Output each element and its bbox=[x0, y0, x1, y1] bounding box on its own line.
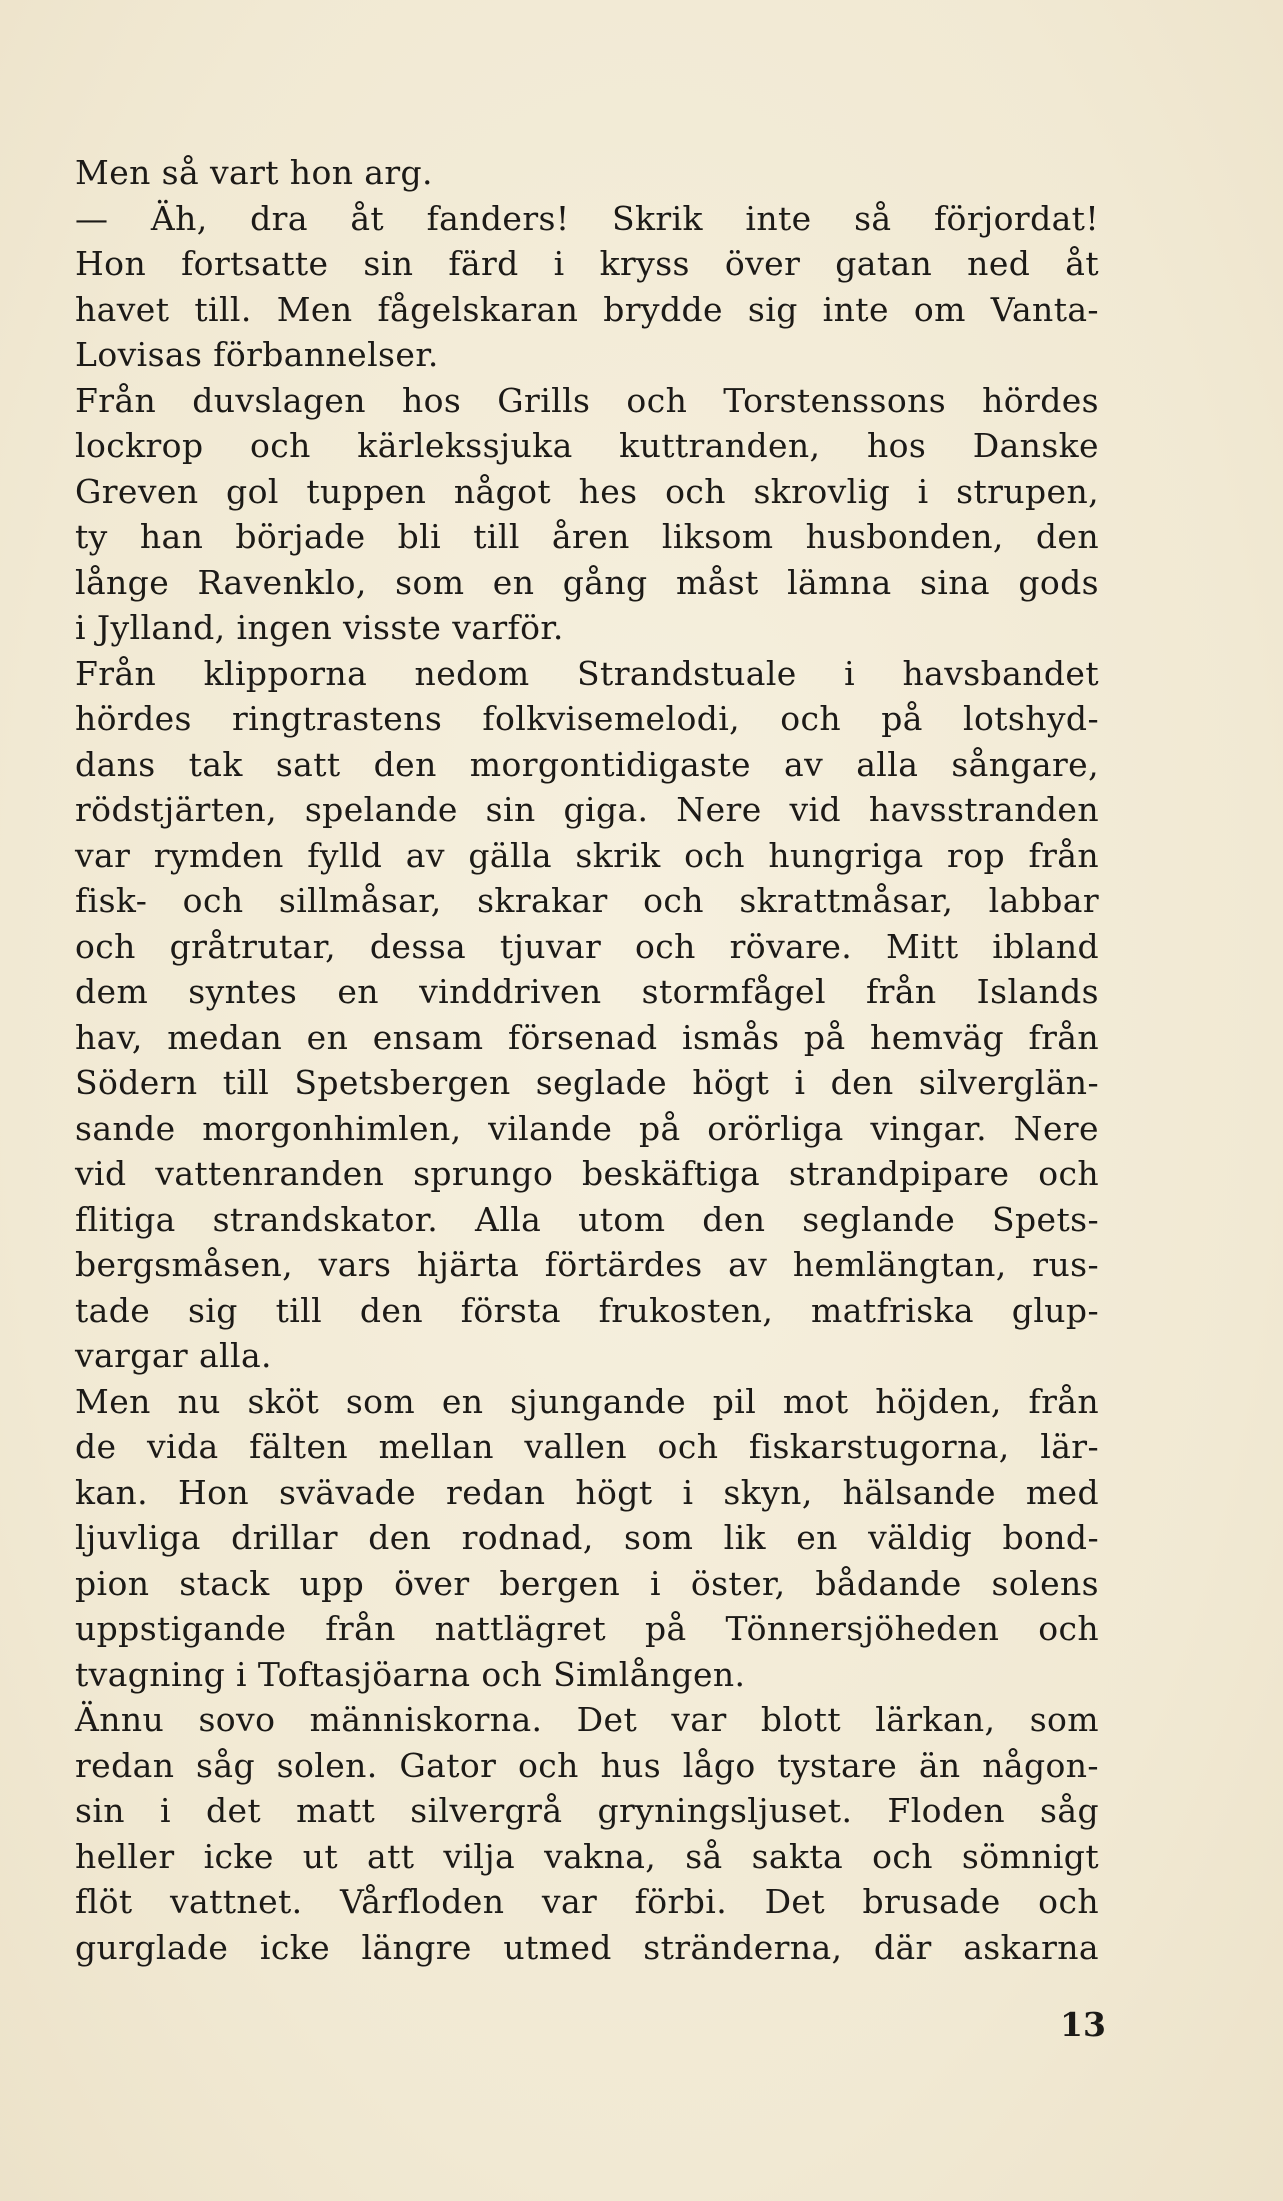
text-line: bergsmåsen, vars hjärta förtärdes av hemlängtan, rus- bbox=[75, 1245, 1099, 1284]
text-line: flitiga strandskator. Alla utom den seglande Spets- bbox=[75, 1199, 1099, 1239]
text-line: Men nu sköt som en sjungande pil mot höjden, från bbox=[75, 1381, 1099, 1421]
text-line: vid vattenranden sprungo beskäftiga strandpipare och bbox=[75, 1154, 1099, 1193]
text-line: sin i det matt silvergrå gryningsljuset. Floden såg bbox=[75, 1791, 1099, 1830]
text-line: dans tak satt den morgontidigaste av alla sångare, bbox=[75, 744, 1099, 784]
text-line: hördes ringtrastens folkvisemelodi, och på lotshyd- bbox=[75, 699, 1099, 738]
text-line: heller icke ut att vilja vakna, så sakta och sömnigt bbox=[75, 1836, 1099, 1876]
text-line: uppstigande från nattlägret på Tönnersjöheden och bbox=[75, 1609, 1099, 1648]
text-line: hav, medan en ensam försenad ismås på hemväg från bbox=[75, 1017, 1099, 1057]
text-line: och gråtrutar, dessa tjuvar och rövare. Mitt ibland bbox=[75, 926, 1099, 966]
text-line: rödstjärten, spelande sin giga. Nere vid havsstranden bbox=[75, 790, 1099, 829]
text-line: redan såg solen. Gator och hus lågo tystare än någon- bbox=[75, 1745, 1099, 1785]
body-text bbox=[75, 150, 1099, 1970]
text-line: Södern till Spetsbergen seglade högt i den silverglän- bbox=[75, 1063, 1099, 1102]
text-line: gurglade icke längre utmed stränderna, där askarna bbox=[75, 1927, 1099, 1967]
text-line: sande morgonhimlen, vilande på orörliga vingar. Nere bbox=[75, 1108, 1099, 1148]
text-line: tvagning i Toftasjöarna och Simlången. bbox=[75, 1654, 746, 1694]
text-line: Men så vart hon arg. bbox=[75, 153, 433, 192]
text-line: Greven gol tuppen något hes och skrovlig i strupen, bbox=[75, 471, 1099, 511]
text-line: — Äh, dra åt fanders! Skrik inte så förjordat! bbox=[75, 198, 1099, 238]
text-line: havet till. Men fågelskaran brydde sig inte om Vanta- bbox=[75, 289, 1099, 329]
text-line: i Jylland, ingen visste varför. bbox=[75, 608, 564, 647]
text-line: lockrop och kärlekssjuka kuttranden, hos Danske bbox=[75, 426, 1099, 465]
text-line: Ännu sovo människorna. Det var blott lärkan, som bbox=[75, 1700, 1099, 1739]
text-line: kan. Hon svävade redan högt i skyn, hälsande med bbox=[75, 1472, 1099, 1512]
text-line: dem syntes en vinddriven stormfågel från Islands bbox=[75, 972, 1099, 1011]
text-line: vargar alla. bbox=[75, 1336, 272, 1375]
text-line: Från klipporna nedom Strandstuale i havsbandet bbox=[75, 653, 1099, 693]
text-line: de vida fälten mellan vallen och fiskarstugorna, lär- bbox=[75, 1427, 1099, 1466]
text-line: pion stack upp över bergen i öster, bådande solens bbox=[75, 1563, 1099, 1603]
text-line: tade sig till den första frukosten, matfriska glup- bbox=[75, 1290, 1099, 1330]
page-number: 13 bbox=[1060, 2005, 1106, 2044]
text-line: långe Ravenklo, som en gång måst lämna sina gods bbox=[75, 562, 1099, 602]
text-line: fisk- och sillmåsar, skrakar och skrattmåsar, labbar bbox=[75, 881, 1099, 920]
text-line: flöt vattnet. Vårfloden var förbi. Det brusade och bbox=[75, 1882, 1099, 1921]
text-line: ty han började bli till åren liksom husbonden, den bbox=[75, 517, 1099, 556]
text-line: Hon fortsatte sin färd i kryss över gatan ned åt bbox=[75, 244, 1099, 283]
text-line: ljuvliga drillar den rodnad, som lik en väldig bond- bbox=[75, 1518, 1099, 1557]
text-line: var rymden fylld av gälla skrik och hungriga rop från bbox=[75, 835, 1099, 875]
text-line: Från duvslagen hos Grills och Torstenssons hördes bbox=[75, 380, 1099, 420]
text-line: Lovisas förbannelser. bbox=[75, 335, 439, 374]
